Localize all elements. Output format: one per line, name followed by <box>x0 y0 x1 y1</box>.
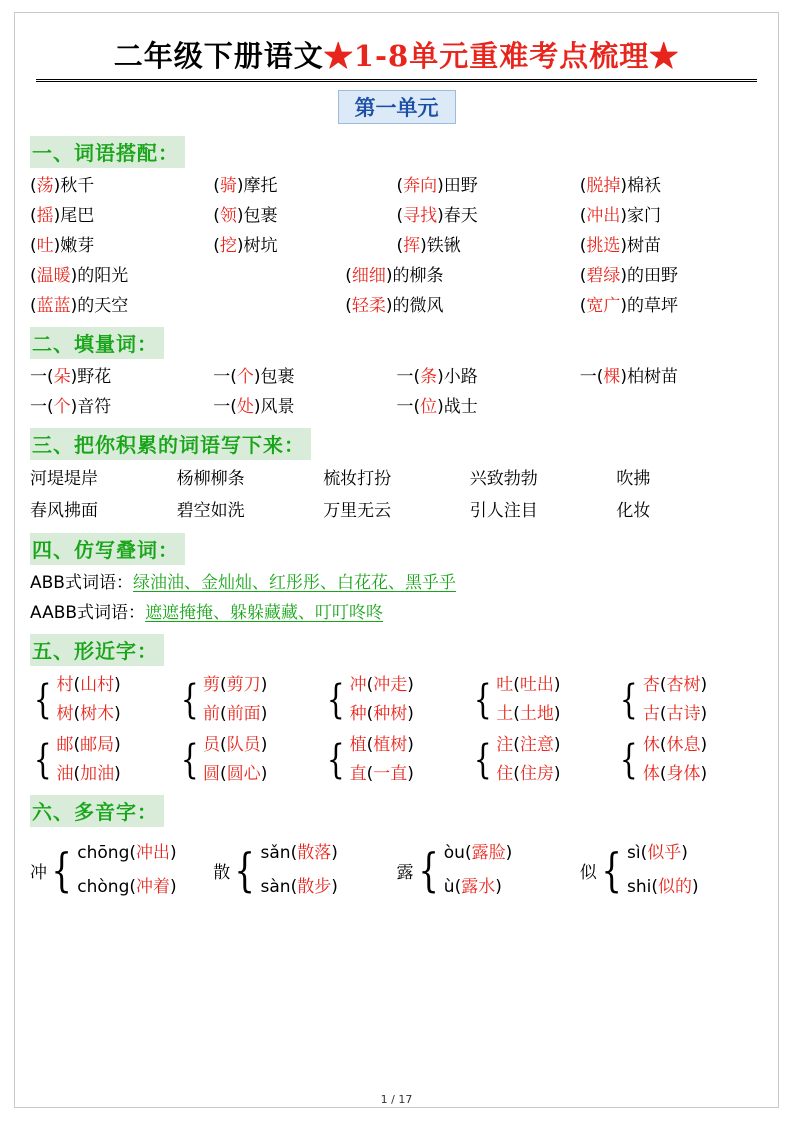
pair-char: 体 <box>642 764 660 784</box>
polyphone-word: 散步 <box>297 877 332 897</box>
document-content <box>30 34 763 904</box>
pair-word: 前面 <box>226 704 261 724</box>
item-post: )的微风 <box>385 296 444 316</box>
word-item: 吹拂 <box>616 469 651 489</box>
item-answer: 摇 <box>36 206 54 226</box>
collocation-item <box>580 231 763 261</box>
pair-word: 吐出 <box>519 675 554 695</box>
item-answer: 骑 <box>219 176 237 196</box>
pair-word: 队员 <box>226 735 261 755</box>
section-heading-reduplication: 四、仿写叠词： <box>30 533 185 565</box>
item-post: )的阳光 <box>70 266 129 286</box>
word-bank-row <box>30 463 763 495</box>
section-heading-collocation: 一、词语搭配： <box>30 136 185 168</box>
section-measure-words <box>30 321 763 422</box>
section-word-bank <box>30 422 763 527</box>
pair-bottom: 体(身体) <box>642 764 708 784</box>
pair-word: 种树 <box>373 704 408 724</box>
polyphone-bottom: shi(似的) <box>627 877 699 897</box>
item-answer: 棵 <box>603 367 621 387</box>
word-item: 杨柳柳条 <box>176 469 245 489</box>
brace-icon: { <box>51 843 72 897</box>
title-part-2: 1-8单元重难考点梳理 <box>353 39 650 73</box>
similar-char-pair <box>616 671 763 729</box>
similar-char-pair <box>616 731 763 789</box>
pair-char: 土 <box>496 704 514 724</box>
item-pre: ( <box>213 236 220 256</box>
item-pre: 一( <box>30 397 54 417</box>
polyphone-row <box>30 836 763 904</box>
reduplication-line <box>30 598 763 628</box>
polyphone-top: sǎn(散落) <box>260 843 338 863</box>
polyphone-word: 冲着 <box>136 877 171 897</box>
pair-char: 邮 <box>56 735 74 755</box>
item-post: )的柳条 <box>385 266 444 286</box>
reduplication-value: 绿油油、金灿灿、红彤彤、白花花、黑乎乎 <box>132 573 456 593</box>
item-answer: 寻找 <box>403 206 438 226</box>
measure-word-item <box>30 392 213 422</box>
polyphone-word: 露水 <box>461 877 496 897</box>
pair-char: 住 <box>496 764 514 784</box>
polyphone-pinyin: chòng <box>77 877 130 897</box>
item-answer: 位 <box>420 397 438 417</box>
polyphone-bottom: ù(露水) <box>443 877 502 897</box>
collocation-item <box>397 201 580 231</box>
item-post: )包裹 <box>253 367 295 387</box>
polyphone-pinyin: òu <box>443 843 465 863</box>
brace-icon: { <box>180 737 199 783</box>
measure-word-item <box>213 392 396 422</box>
collocation-item <box>30 291 345 321</box>
polyphone-bottom: chòng(冲着) <box>77 877 177 897</box>
polyphone-char: 冲 <box>30 862 47 883</box>
pair-word: 邮局 <box>80 735 115 755</box>
brace-icon: { <box>417 843 439 897</box>
item-pre: ( <box>30 266 37 286</box>
page-title <box>36 34 757 82</box>
pair-char: 注 <box>496 735 514 755</box>
brace-icon: { <box>473 677 492 723</box>
pair-char: 圆 <box>203 764 221 784</box>
item-post: )风景 <box>253 397 295 417</box>
section-heading-measure-words: 二、填量词： <box>30 327 164 359</box>
item-post: )柏树苗 <box>620 367 679 387</box>
item-answer: 挑选 <box>586 236 621 256</box>
pair-word: 植树 <box>373 735 408 755</box>
item-answer: 条 <box>420 367 438 387</box>
pair-char: 前 <box>203 704 221 724</box>
collocation-item <box>397 171 580 201</box>
section-heading-similar-chars: 五、形近字： <box>30 634 164 666</box>
pair-word: 注意 <box>519 735 554 755</box>
item-answer: 碧绿 <box>586 266 621 286</box>
collocation-item <box>345 291 580 321</box>
item-answer: 挥 <box>403 236 421 256</box>
collocation-de-row <box>30 291 763 321</box>
item-pre: ( <box>30 206 37 226</box>
item-answer: 个 <box>53 397 71 417</box>
reduplication-line <box>30 568 763 598</box>
collocation-item <box>580 171 763 201</box>
collocation-de-row <box>30 261 763 291</box>
pair-bottom: 圆(圆心) <box>203 764 268 784</box>
pair-word: 古诗 <box>666 704 701 724</box>
pair-word: 住房 <box>519 764 554 784</box>
brace-icon: { <box>620 737 639 783</box>
brace-icon: { <box>33 737 52 783</box>
polyphone-item <box>580 836 763 904</box>
item-pre: ( <box>579 176 587 196</box>
pair-word: 土地 <box>519 704 554 724</box>
polyphone-char: 散 <box>213 862 231 883</box>
pair-bottom: 种(种树) <box>349 704 414 724</box>
item-answer: 朵 <box>53 367 71 387</box>
section-polyphones <box>30 789 763 904</box>
item-answer: 处 <box>236 397 254 417</box>
measure-word-item <box>397 392 580 422</box>
item-pre: ( <box>579 206 587 226</box>
item-post: )棉袄 <box>620 176 662 196</box>
polyphone-top: chōng(冲出) <box>77 843 177 863</box>
collocation-item <box>580 201 763 231</box>
similar-char-pair <box>470 671 617 729</box>
item-post: )摩托 <box>236 176 278 196</box>
pair-bottom: 住(住房) <box>496 764 561 784</box>
item-answer: 温暖 <box>36 266 71 286</box>
similar-char-pair <box>30 731 177 789</box>
pair-bottom: 树(树木) <box>56 704 121 724</box>
polyphone-word: 冲出 <box>136 843 171 863</box>
brace-icon: { <box>234 843 256 897</box>
measure-word-item-empty <box>580 392 763 422</box>
word-item: 梳妆打扮 <box>323 469 392 489</box>
item-pre: ( <box>579 296 587 316</box>
similar-char-pair <box>177 731 324 789</box>
measure-word-item <box>213 362 396 392</box>
pair-char: 吐 <box>496 675 514 695</box>
pair-char: 种 <box>349 704 367 724</box>
pair-top: 植(植树) <box>349 735 414 755</box>
word-item: 碧空如洗 <box>176 501 245 521</box>
title-part-1: 二年级下册语文 <box>113 39 324 73</box>
item-answer: 挖 <box>219 236 237 256</box>
item-answer: 细细 <box>351 266 386 286</box>
pair-char: 杏 <box>642 675 660 695</box>
section-collocation <box>30 130 763 321</box>
polyphone-word: 散落 <box>297 843 332 863</box>
measure-word-row <box>30 392 763 422</box>
pair-word: 剪刀 <box>226 675 261 695</box>
item-pre: ( <box>30 176 37 196</box>
word-bank-row <box>30 495 763 527</box>
title-star-right: ★ <box>649 39 680 73</box>
polyphone-bottom: sàn(散步) <box>260 877 338 897</box>
pair-word: 休息 <box>666 735 701 755</box>
brace-icon: { <box>327 737 345 783</box>
collocation-item <box>30 231 213 261</box>
pair-word: 一直 <box>373 764 408 784</box>
item-pre: 一( <box>579 367 604 387</box>
item-post: )小路 <box>437 367 478 387</box>
polyphone-char: 似 <box>579 862 597 883</box>
section-heading-polyphones: 六、多音字： <box>30 795 164 827</box>
item-post: )野花 <box>70 367 112 387</box>
measure-word-item <box>397 362 580 392</box>
item-pre: 一( <box>396 367 421 387</box>
item-pre: 一( <box>396 397 421 417</box>
unit-subtitle-row <box>30 90 763 124</box>
collocation-item <box>580 261 763 291</box>
brace-icon: { <box>473 737 492 783</box>
collocation-row <box>30 201 763 231</box>
pair-char: 员 <box>203 735 221 755</box>
pair-char: 植 <box>349 735 367 755</box>
pair-char: 剪 <box>203 675 221 695</box>
item-post: )树苗 <box>620 236 662 256</box>
item-post: )音符 <box>70 397 112 417</box>
pair-bottom: 直(一直) <box>349 764 414 784</box>
pair-char: 古 <box>642 704 660 724</box>
item-post: )家门 <box>620 206 662 226</box>
item-post: )铁锹 <box>420 236 461 256</box>
collocation-item <box>213 171 396 201</box>
word-item: 化妆 <box>616 501 651 521</box>
pair-word: 冲走 <box>373 675 408 695</box>
item-post: )的田野 <box>620 266 679 286</box>
item-answer: 领 <box>219 206 237 226</box>
pair-top: 剪(剪刀) <box>203 675 268 695</box>
collocation-item <box>345 261 580 291</box>
item-pre: 一( <box>213 397 237 417</box>
item-pre: ( <box>396 176 404 196</box>
pair-bottom: 古(古诗) <box>642 704 708 724</box>
section-heading-word-bank: 三、把你积累的词语写下来： <box>30 428 311 460</box>
pair-top: 吐(吐出) <box>496 675 561 695</box>
brace-icon: { <box>601 843 622 897</box>
item-pre: ( <box>213 206 220 226</box>
collocation-item <box>213 231 396 261</box>
polyphone-word: 似的 <box>658 877 693 897</box>
pair-bottom: 油(加油) <box>56 764 121 784</box>
pair-top: 注(注意) <box>496 735 561 755</box>
polyphone-pinyin: sì <box>627 843 641 863</box>
similar-char-pair <box>470 731 617 789</box>
title-star-left: ★ <box>323 39 354 73</box>
collocation-item <box>580 291 763 321</box>
measure-word-row <box>30 362 763 392</box>
item-post: )田野 <box>437 176 478 196</box>
item-pre: ( <box>396 236 404 256</box>
collocation-row <box>30 231 763 261</box>
item-pre: ( <box>579 236 587 256</box>
brace-icon: { <box>327 677 345 723</box>
item-pre: 一( <box>213 367 237 387</box>
item-post: )秋千 <box>53 176 95 196</box>
collocation-row <box>30 171 763 201</box>
pair-top: 员(队员) <box>203 735 268 755</box>
polyphone-top: sì(似乎) <box>627 843 688 863</box>
word-item: 河堤堤岸 <box>30 469 98 489</box>
pair-word: 身体 <box>666 764 701 784</box>
reduplication-value: 遮遮掩掩、躲躲藏藏、叮叮咚咚 <box>145 603 384 623</box>
reduplication-label: AABB式词语： <box>30 603 146 623</box>
polyphone-pinyin: sǎn <box>260 843 291 863</box>
polyphone-pinyin: shi <box>627 877 652 897</box>
item-post: )包裹 <box>236 206 278 226</box>
brace-icon: { <box>620 677 639 723</box>
item-post: )的天空 <box>70 296 129 316</box>
item-answer: 奔向 <box>403 176 438 196</box>
item-pre: ( <box>396 206 404 226</box>
item-post: )战士 <box>437 397 478 417</box>
similar-char-pair <box>323 731 470 789</box>
item-pre: ( <box>345 296 352 316</box>
pair-top: 邮(邮局) <box>56 735 121 755</box>
pair-char: 直 <box>349 764 367 784</box>
pair-top: 杏(杏树) <box>642 675 708 695</box>
polyphone-word: 露脸 <box>471 843 506 863</box>
pair-top: 村(山村) <box>56 675 121 695</box>
item-answer: 个 <box>236 367 254 387</box>
item-pre: ( <box>213 176 220 196</box>
polyphone-pinyin: sàn <box>260 877 291 897</box>
word-item: 万里无云 <box>323 501 392 521</box>
polyphone-item <box>213 836 396 904</box>
pair-char: 冲 <box>349 675 367 695</box>
item-answer: 冲出 <box>586 206 621 226</box>
polyphone-item <box>30 836 213 904</box>
pair-bottom: 前(前面) <box>203 704 268 724</box>
pair-word: 山村 <box>80 675 115 695</box>
collocation-item <box>30 261 345 291</box>
item-pre: ( <box>30 296 37 316</box>
pair-word: 圆心 <box>226 764 261 784</box>
item-pre: ( <box>30 236 37 256</box>
item-post: )树坑 <box>236 236 278 256</box>
pair-bottom: 土(土地) <box>496 704 561 724</box>
polyphone-char: 露 <box>396 862 414 883</box>
item-answer: 轻柔 <box>351 296 386 316</box>
similar-char-pair <box>30 671 177 729</box>
collocation-item <box>30 201 213 231</box>
pair-char: 休 <box>642 735 660 755</box>
collocation-item <box>213 201 396 231</box>
item-pre: 一( <box>30 367 54 387</box>
item-pre: ( <box>345 266 352 286</box>
polyphone-pinyin: chōng <box>77 843 130 863</box>
polyphone-top: òu(露脸) <box>443 843 513 863</box>
pair-top: 冲(冲走) <box>349 675 414 695</box>
item-post: )嫩芽 <box>53 236 95 256</box>
reduplication-label: ABB式词语： <box>30 573 133 593</box>
pair-word: 加油 <box>80 764 115 784</box>
unit-subtitle: 第一单元 <box>338 90 456 124</box>
collocation-item <box>397 231 580 261</box>
similar-char-pair <box>323 671 470 729</box>
item-answer: 宽广 <box>586 296 621 316</box>
pair-char: 油 <box>56 764 74 784</box>
collocation-item <box>30 171 213 201</box>
pair-word: 树木 <box>80 704 115 724</box>
item-answer: 吐 <box>36 236 54 256</box>
pair-char: 村 <box>56 675 74 695</box>
item-answer: 荡 <box>36 176 54 196</box>
brace-icon: { <box>33 677 52 723</box>
word-item: 兴致勃勃 <box>469 469 538 489</box>
item-pre: ( <box>579 266 587 286</box>
word-item: 引人注目 <box>469 501 538 521</box>
measure-word-item <box>30 362 213 392</box>
pair-char: 树 <box>56 704 74 724</box>
brace-icon: { <box>180 677 199 723</box>
item-answer: 脱掉 <box>586 176 621 196</box>
measure-word-item <box>580 362 763 392</box>
polyphone-pinyin: ù <box>443 877 455 897</box>
pair-top: 休(休息) <box>642 735 708 755</box>
pair-word: 杏树 <box>666 675 701 695</box>
section-reduplication <box>30 527 763 628</box>
section-similar-chars <box>30 628 763 789</box>
similar-chars-row <box>30 671 763 729</box>
item-post: )的草坪 <box>620 296 679 316</box>
item-post: )尾巴 <box>53 206 95 226</box>
similar-char-pair <box>177 671 324 729</box>
item-post: )春天 <box>437 206 478 226</box>
polyphone-item <box>397 836 580 904</box>
item-answer: 蓝蓝 <box>36 296 71 316</box>
page-number: 1 / 17 <box>380 1093 413 1106</box>
word-item: 春风拂面 <box>30 501 98 521</box>
similar-chars-row <box>30 731 763 789</box>
polyphone-word: 似乎 <box>647 843 682 863</box>
